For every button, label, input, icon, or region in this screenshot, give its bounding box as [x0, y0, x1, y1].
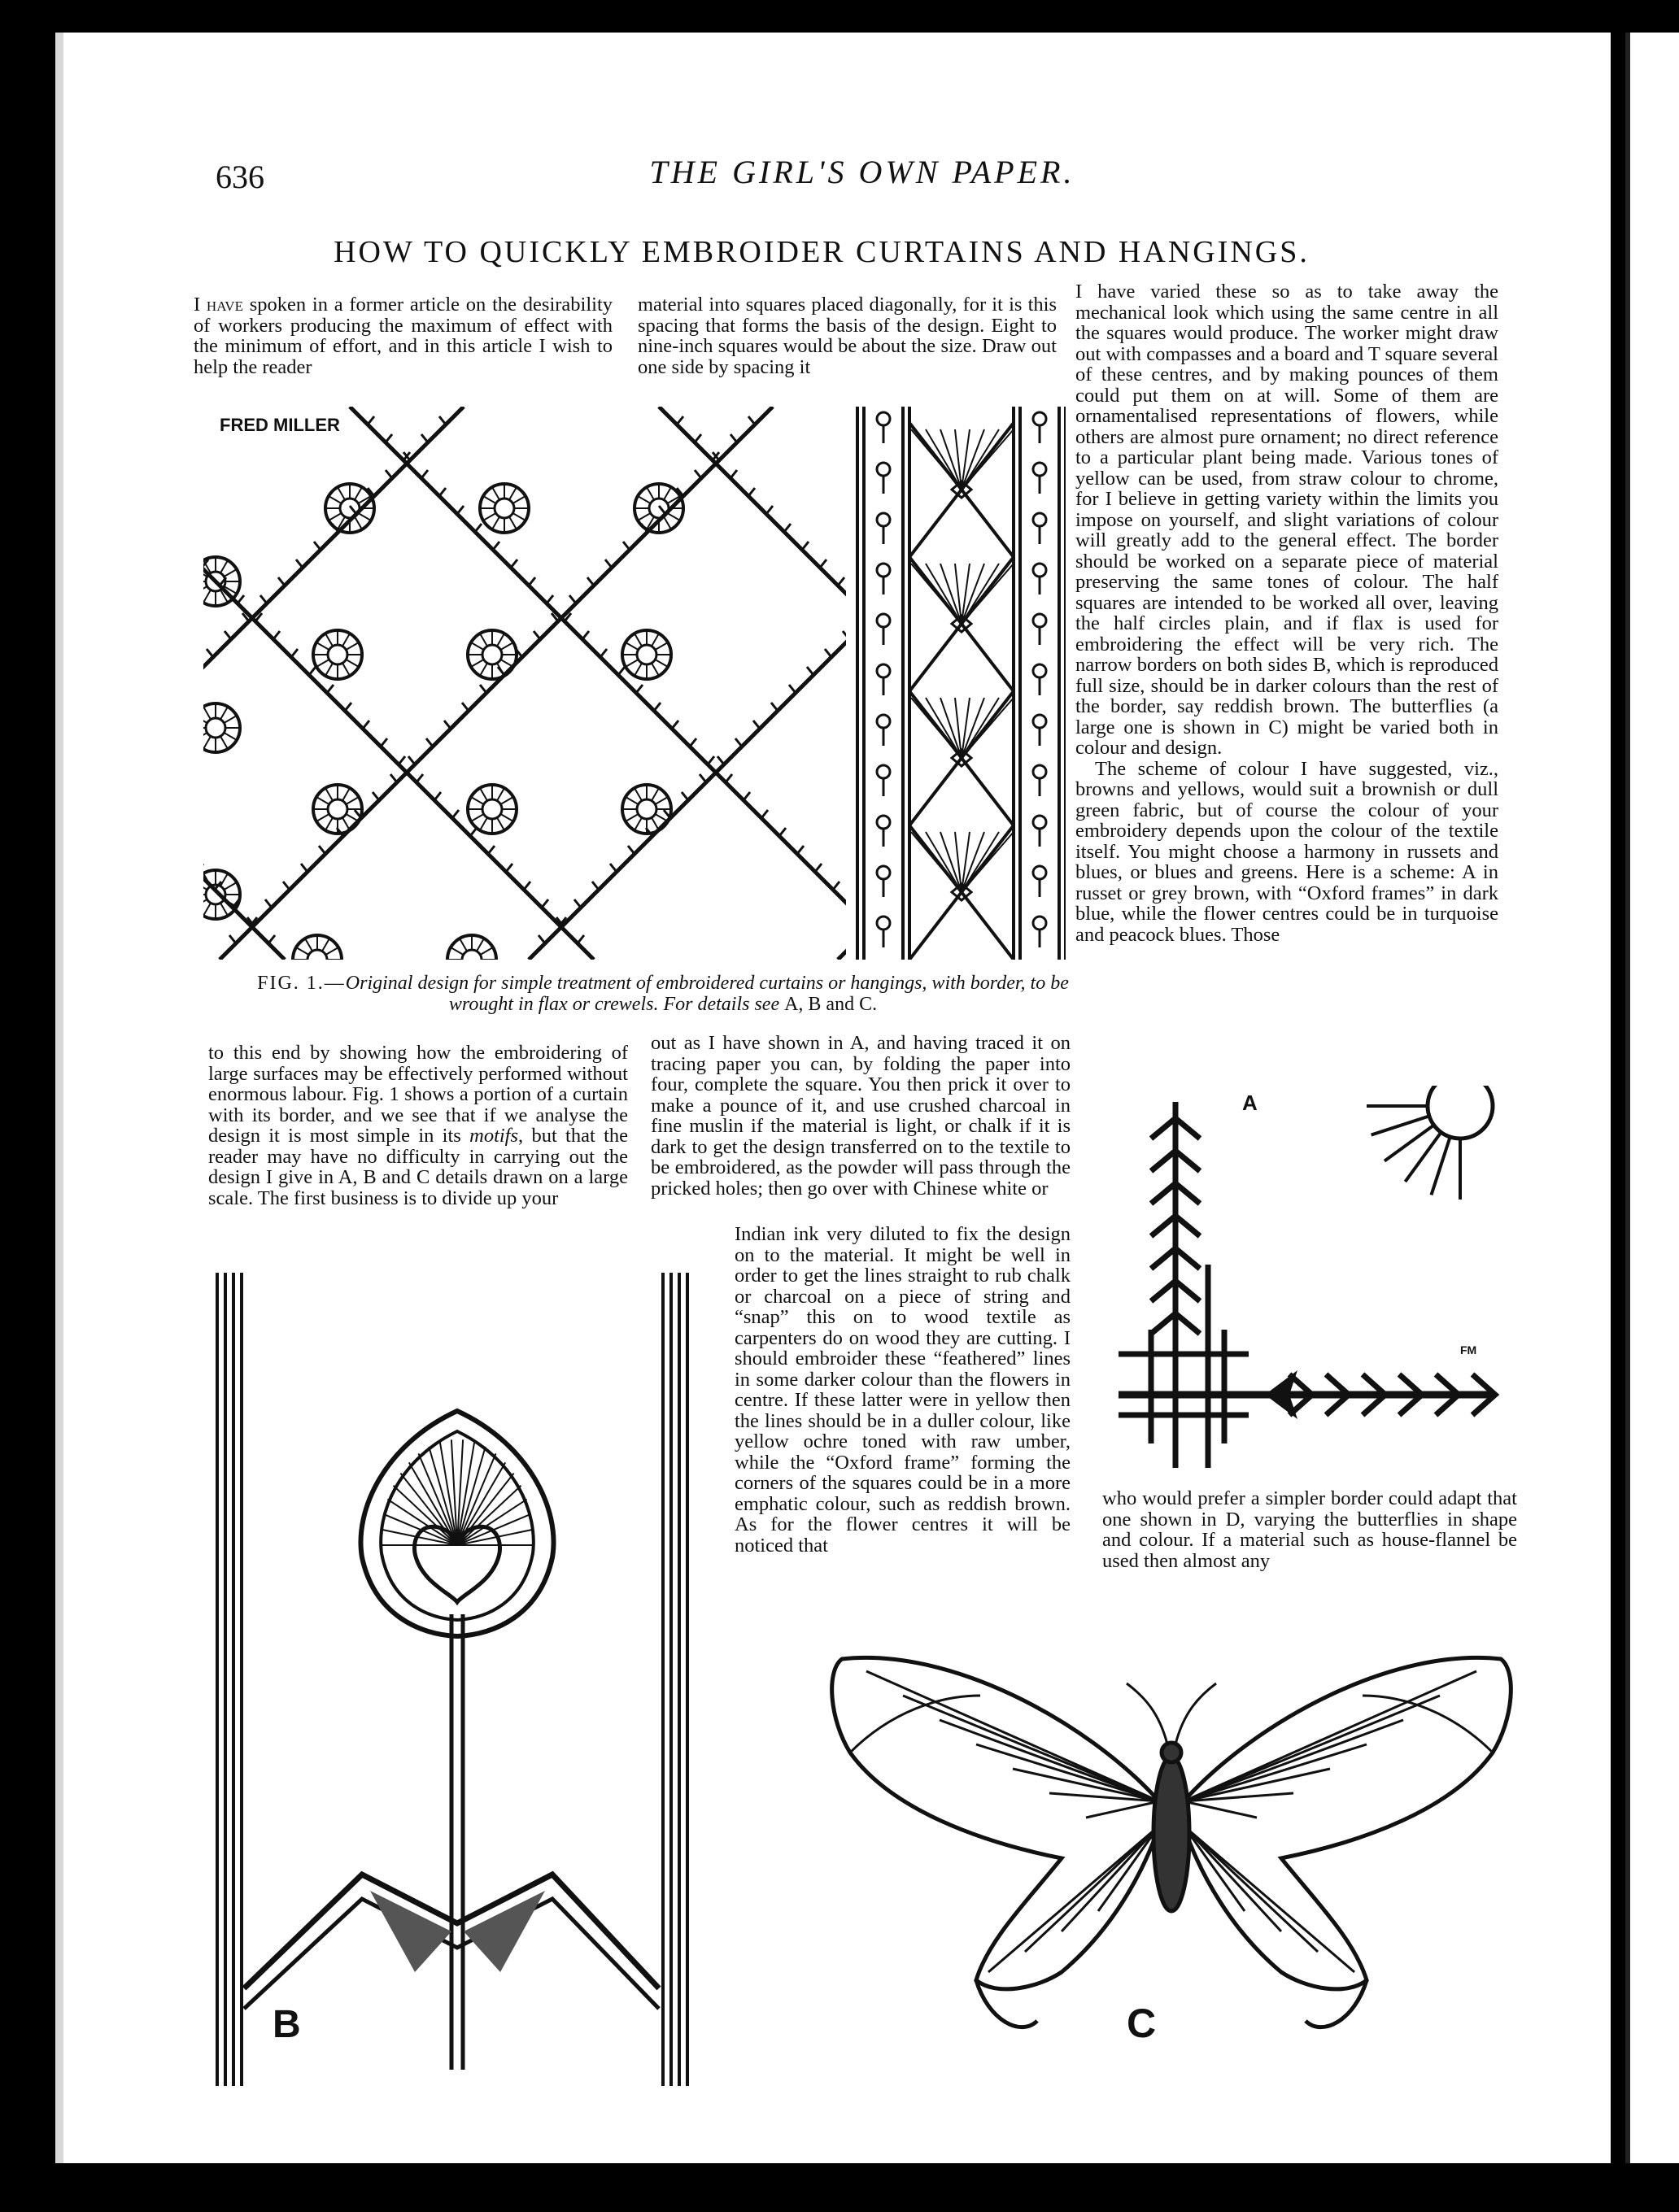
- column-3-lower: [1102, 1488, 1517, 1571]
- detail-a-drawing: [1102, 1086, 1509, 1468]
- col3-a-text: I have varied these so as to take away the mechanical look which using the same centre in all the squares would produce. The worker might draw out with compasses and a board and T square several of these centres, and by making pounces of them could put them on at will. Some of them are ornamentalised representations of flowers, while others are almost pure ornament; no direct reference to a particular plant being made. Various tones of yellow can be used, from straw colour to chrome, for I believe in getting variety within the limits you impose on yourself, and slight variations of colour will greatly add to the general effect. The border should be worked on a separate piece of material preserving the same tones of colour. The half squares are intended to be worked all over, leaving the half circles plain, and if flax is used for embroidering the effect will be very rich. The narrow borders on both sides B, which is reproduced full size, should be in darker colours than the rest of the border, say reddish brown. The butterflies (a large one is shown in C) might be varied both in colour and design.: [1075, 281, 1498, 759]
- detail-c-butterfly: [818, 1614, 1525, 2053]
- col1-top-text: spoken in a former article on the desirability of workers producing the maximum of effect with the minimum of effort, and in this article I wish to help the reader: [194, 294, 613, 378]
- drop-lead: I have: [194, 294, 243, 316]
- col2-mid-text-b: Indian ink very diluted to fix the design on to the material. It might be well in order to get the lines straight to rub chalk or charcoal on a piece of string and “snap” this on to wood textile as carpenters do on wood they are cutting. I should embroider these “feathered” lines in some darker colour than the flowers in centre. If these latter were in yellow then the lines should be in a duller colour, like yellow ochre toned with raw umber, while the “Oxford frame” forming the corners of the squares could be in a more emphatic colour, such as reddish brown. As for the flower centres it will be noticed that: [735, 1223, 1071, 1557]
- adjacent-page-edge: [1625, 33, 1679, 2163]
- caption-details: For details see: [663, 994, 780, 1015]
- caption-refs: A, B and C.: [784, 994, 878, 1015]
- column-1-middle: [208, 1043, 628, 1208]
- column-2-middle: [651, 1033, 1071, 1199]
- flower-medallions: [203, 484, 683, 960]
- border-strip: [857, 407, 1066, 960]
- article-title: HOW TO QUICKLY EMBROIDER CURTAINS AND HANGINGS.: [334, 235, 1310, 269]
- col1-mid-text-b: , but that the reader may have no difficulty in carrying out the design I give in A, B and C details drawn on a large scale. The first business is to divide up your: [208, 1125, 628, 1209]
- column-3-upper: [1075, 281, 1498, 945]
- page-number: 636: [216, 159, 264, 195]
- caption-text: Original design for simple treatment of embroidered curtains or hangings, with border, to be wrought in flax or crewels.: [345, 973, 1069, 1015]
- detail-a-label: A: [1242, 1091, 1258, 1115]
- col2-mid-text-a: out as I have shown in A, and having traced it on tracing paper you can, by folding the paper into four, complete the square. You then prick it over to make a pounce of it, and use crushed charcoal in fine muslin if the material is light, or chalk if it is dark to get the design transferred on to the textile to be embroidered, as the powder will pass through the pricked holes; then go over with Chinese white or: [651, 1032, 1071, 1200]
- detail-b-drawing: [207, 1273, 696, 2086]
- fm-monogram: FM: [1460, 1343, 1477, 1356]
- col3-c-text: who would prefer a simpler border could adapt that one shown in D, varying the butterflies in shape and colour. If a material such as house-flannel be used then almost any: [1102, 1487, 1517, 1572]
- detail-b-label: B: [273, 2003, 301, 2046]
- figure-1-pattern: [203, 407, 1066, 960]
- column-2-lower: [735, 1224, 1071, 1556]
- running-head: THE GIRL'S OWN PAPER.: [649, 154, 1075, 190]
- col2-top-text: material into squares placed diagonally, for it is this spacing that forms the basis of the design. Eight to nine-inch squares would be about the size. Draw out one side by spacing it: [638, 294, 1057, 378]
- detail-c-label: C: [1127, 2001, 1157, 2046]
- column-1-top: [194, 294, 613, 377]
- figure-1-caption: [236, 973, 1090, 1015]
- col1-mid-italic: motifs: [469, 1125, 519, 1147]
- col1-mid-text-a: to this end by showing how the embroidering of large surfaces may be effectively performed without enormous labour. Fig. 1 shows a portion of a curtain with its border, and we see that if we analyse the design it is most simple in its: [208, 1042, 628, 1147]
- artist-signature: FRED MILLER: [220, 415, 340, 435]
- caption-label: FIG. 1.—: [257, 973, 346, 994]
- col3-b-text: The scheme of colour I have suggested, viz., browns and yellows, would suit a brownish or dull green fabric, but of course the colour of your embroidery depends upon the colour of the textile itself. You might choose a harmony in russets and blues, or blues and greens. Here is a scheme: A in russet or grey brown, with “Oxford frames” in dark blue, while the flower centres could be in turquoise and peacock blues. Those: [1075, 757, 1498, 946]
- column-2-top: [638, 294, 1057, 377]
